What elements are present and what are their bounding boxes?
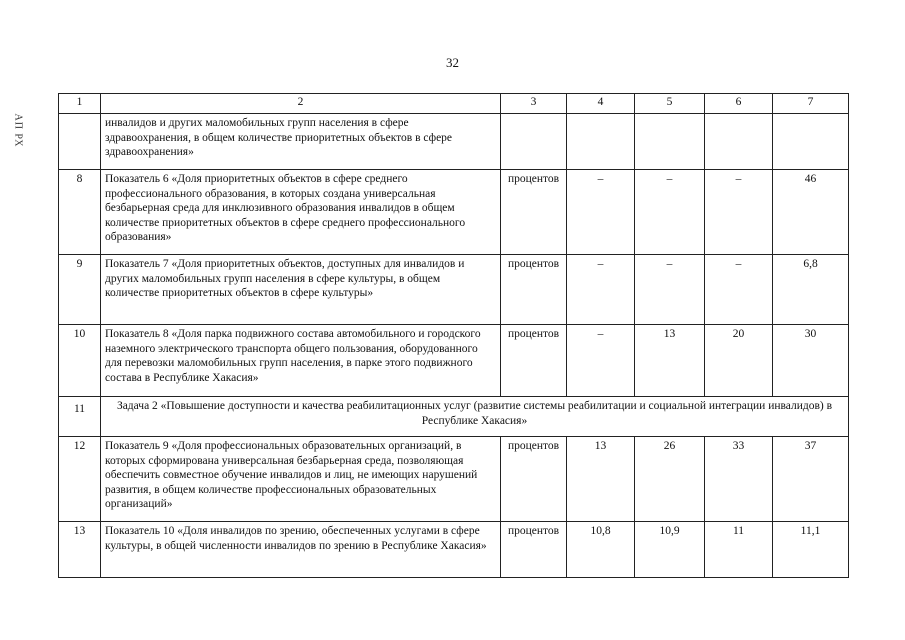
- unit-cell: [501, 114, 567, 170]
- table-row: [59, 255, 849, 325]
- header-cell: 5: [635, 94, 705, 114]
- value-cell: 30: [773, 325, 849, 397]
- value-cell: –: [705, 170, 773, 255]
- value-cell: [705, 114, 773, 170]
- header-cell: 1: [59, 94, 101, 114]
- table-row: [59, 437, 849, 522]
- value-cell: –: [635, 255, 705, 325]
- value-cell: [773, 114, 849, 170]
- unit-cell: процентов: [501, 522, 567, 578]
- row-number: 13: [59, 522, 101, 578]
- table-header-row: [59, 94, 849, 114]
- unit-cell: процентов: [501, 437, 567, 522]
- unit-cell: процентов: [501, 325, 567, 397]
- header-cell: 4: [567, 94, 635, 114]
- indicator-text: Показатель 7 «Доля приоритетных объектов, доступных для инвалидов и других маломобильных групп населения в сфере культуры, в общем количестве приоритетных объектов в сфере культуры»: [101, 255, 501, 325]
- value-cell: 26: [635, 437, 705, 522]
- value-cell: –: [567, 325, 635, 397]
- task-row: [59, 397, 849, 437]
- header-cell: 2: [101, 94, 501, 114]
- value-cell: –: [705, 255, 773, 325]
- header-cell: 3: [501, 94, 567, 114]
- value-cell: [635, 114, 705, 170]
- value-cell: –: [567, 255, 635, 325]
- row-number: [59, 114, 101, 170]
- value-cell: [567, 114, 635, 170]
- row-number: 10: [59, 325, 101, 397]
- value-cell: 10,8: [567, 522, 635, 578]
- table-row: [59, 325, 849, 397]
- indicator-text: Показатель 10 «Доля инвалидов по зрению, обеспеченных услугами в сфере культуры, в общей численности инвалидов по зрению в Республике Хакасия»: [101, 522, 501, 578]
- unit-cell: процентов: [501, 255, 567, 325]
- value-cell: 10,9: [635, 522, 705, 578]
- value-cell: 11,1: [773, 522, 849, 578]
- indicator-text: Показатель 9 «Доля профессиональных образовательных организаций, в которых сформирована универсальная безбарьерная среда, позволяющая обеспечить совместное обучение инвалидов и лиц, не имеющих нарушений развития, в общем количестве профессиональных образовательных организаций»: [101, 437, 501, 522]
- indicator-text: Показатель 8 «Доля парка подвижного состава автомобильного и городского наземного электрического транспорта общего пользования, оборудованного для перевозки маломобильных групп населения, в парке этого подвижного состава в Республике Хакасия»: [101, 325, 501, 397]
- value-cell: 11: [705, 522, 773, 578]
- value-cell: –: [567, 170, 635, 255]
- table-row: [59, 114, 849, 170]
- page-number: 32: [446, 55, 459, 70]
- table-row: [59, 522, 849, 578]
- value-cell: 13: [567, 437, 635, 522]
- unit-cell: процентов: [501, 170, 567, 255]
- row-number: 9: [59, 255, 101, 325]
- task-text: Задача 2 «Повышение доступности и качества реабилитационных услуг (развитие системы реабилитации и социальной интеграции инвалидов) в Республике Хакасия»: [101, 397, 849, 437]
- indicators-table: [58, 93, 849, 578]
- header-cell: 6: [705, 94, 773, 114]
- value-cell: 46: [773, 170, 849, 255]
- table-row: [59, 170, 849, 255]
- value-cell: 13: [635, 325, 705, 397]
- value-cell: 20: [705, 325, 773, 397]
- margin-stamp: АП РХ: [12, 113, 24, 148]
- value-cell: –: [635, 170, 705, 255]
- value-cell: 6,8: [773, 255, 849, 325]
- row-number: 11: [59, 397, 101, 437]
- row-number: 12: [59, 437, 101, 522]
- indicator-text: инвалидов и других маломобильных групп населения в сфере здравоохранения, в общем количестве приоритетных объектов в сфере здравоохранения»: [101, 114, 501, 170]
- header-cell: 7: [773, 94, 849, 114]
- row-number: 8: [59, 170, 101, 255]
- value-cell: 33: [705, 437, 773, 522]
- value-cell: 37: [773, 437, 849, 522]
- indicator-text: Показатель 6 «Доля приоритетных объектов в сфере среднего профессионального образования, в которых создана универсальная безбарьерная среда для инклюзивного образования инвалидов в общем количестве приоритетных объектов в сфере среднего профессионального образования»: [101, 170, 501, 255]
